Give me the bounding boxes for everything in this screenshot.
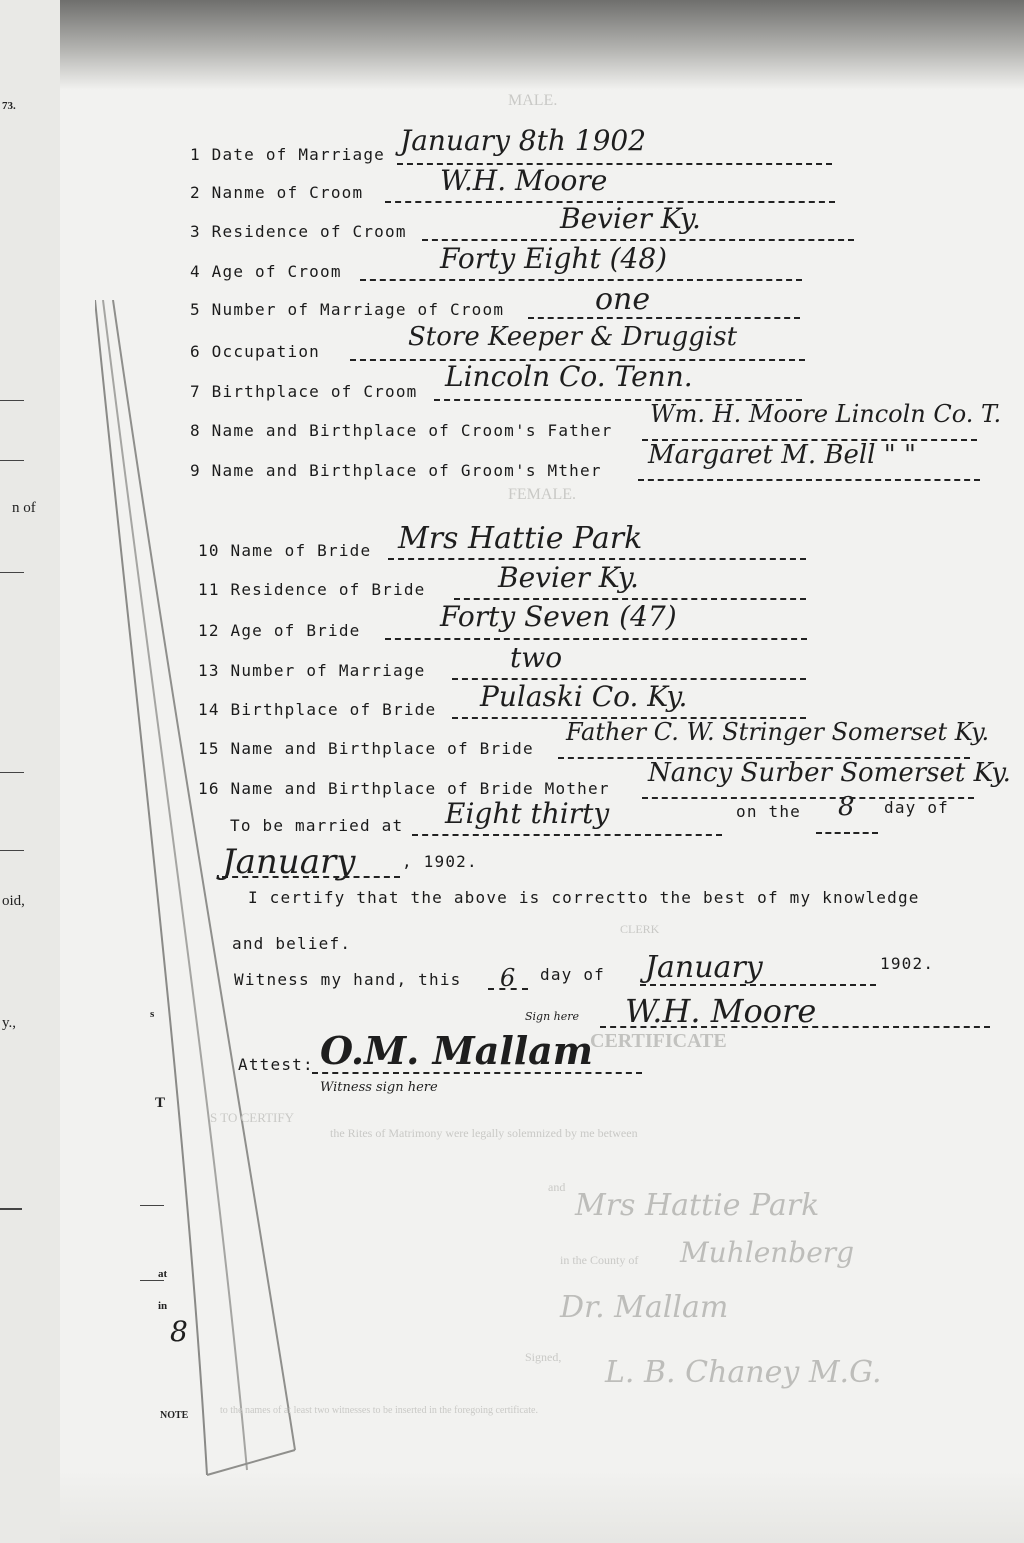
field-value-bride-marriage-number: two (510, 641, 563, 674)
gutter-fragment: s (150, 1008, 155, 1020)
gutter-fragment: T (155, 1095, 166, 1111)
certify-statement-end: and belief. (232, 934, 352, 953)
ghost-text: to the names of at least two witnesses to be inserted in the foregoing certificate. (220, 1405, 538, 1416)
field-label-bride-residence: 11 Residence of Bride (198, 580, 426, 599)
fill-line (388, 558, 806, 560)
field-label-bride-marriage-number: 13 Number of Marriage (198, 661, 426, 680)
field-value-groom-father: Wm. H. Moore Lincoln Co. T. (650, 400, 1002, 428)
page-top-shadow (60, 0, 1024, 90)
field-label-groom-birthplace: 7 Birthplace of Croom (190, 382, 418, 401)
fill-line (412, 834, 722, 836)
gutter-fragment: in (158, 1300, 168, 1312)
year-text: , 1902. (402, 852, 478, 871)
ghost-text: CLERK (620, 922, 660, 936)
gutter-fragment: at (158, 1268, 168, 1280)
ghost-text: MALE. (508, 92, 558, 109)
page-number: 73. (2, 100, 16, 112)
ghost-text: and (548, 1180, 566, 1194)
ghost-handwriting: Dr. Mallam (560, 1290, 729, 1325)
ghost-text: Signed, (525, 1350, 562, 1364)
fill-line (360, 279, 802, 281)
groom-signature: W.H. Moore (625, 992, 817, 1030)
field-label-occupation: 6 Occupation (190, 342, 320, 361)
witness-day-of-label: day of (540, 965, 605, 984)
field-label-groom-marriage-number: 5 Number of Marriage of Croom (190, 300, 505, 319)
on-the-label: on the (736, 802, 801, 821)
margin-rule (0, 572, 24, 573)
field-value-bride-birthplace: Pulaski Co. Ky. (480, 680, 688, 713)
ghost-handwriting: Muhlenberg (680, 1236, 855, 1269)
margin-rule (0, 850, 24, 851)
field-value-date-of-marriage: January 8th 1902 (400, 124, 647, 157)
field-value-bride-age: Forty Seven (47) (440, 600, 677, 633)
fill-line (422, 239, 854, 241)
field-value-groom-residence: Bevier Ky. (560, 202, 701, 235)
gutter-handwritten: 8 (170, 1315, 188, 1348)
witness-label: Witness my hand, this (234, 970, 462, 989)
margin-rule (0, 400, 24, 401)
field-value-bride-residence: Bevier Ky. (498, 561, 639, 594)
margin-fragment: y., (2, 1015, 17, 1031)
margin-rule (0, 460, 24, 461)
field-label-groom-father: 8 Name and Birthplace of Croom's Father (190, 421, 613, 440)
fill-line (816, 832, 878, 834)
field-value-groom-age: Forty Eight (48) (440, 242, 668, 275)
ghost-text: CERTIFICATE (590, 1030, 727, 1052)
witness-month: January (645, 950, 763, 985)
margin-fragment: n of (12, 500, 36, 516)
certify-statement: I certify that the above is correctto the best of my knowledge (248, 888, 920, 907)
field-value-groom-marriage-number: one (595, 282, 651, 317)
ghost-text: the Rites of Matrimony were legally solemnized by me between (330, 1126, 638, 1140)
margin-rule (0, 1208, 22, 1210)
field-value-groom-mother: Margaret M. Bell " " (648, 440, 916, 470)
field-value-occupation: Store Keeper & Druggist (408, 322, 738, 352)
field-label-bride-mother: 16 Name and Birthplace of Bride Mother (198, 779, 610, 798)
sign-here-note: Sign here (525, 1010, 580, 1023)
month-value: January (222, 842, 356, 882)
witness-year: 1902. (880, 954, 935, 973)
field-value-groom-name: W.H. Moore (440, 164, 608, 197)
field-label-groom-age: 4 Age of Croom (190, 262, 342, 281)
field-label-bride-father: 15 Name and Birthplace of Bride (198, 739, 534, 758)
ghost-handwriting: L. B. Chaney M.G. (605, 1355, 882, 1390)
witness-sign-note: Witness sign here (320, 1080, 438, 1095)
field-label-bride-age: 12 Age of Bride (198, 621, 361, 640)
field-value-groom-birthplace: Lincoln Co. Tenn. (445, 360, 693, 393)
attest-label: Attest: (238, 1055, 314, 1074)
field-label-bride-birthplace: 14 Birthplace of Bride (198, 700, 437, 719)
married-at-label: To be married at (230, 816, 404, 835)
fill-line (638, 479, 980, 481)
margin-fragment: oid, (2, 893, 25, 909)
day-value: 8 (838, 792, 855, 822)
married-at-value: Eight thirty (445, 797, 610, 830)
gutter-fragment: NOTE (160, 1410, 189, 1421)
day-of-label: day of (884, 798, 949, 817)
field-label-bride-name: 10 Name of Bride (198, 541, 372, 560)
field-value-bride-mother: Nancy Surber Somerset Ky. (648, 758, 1011, 788)
field-value-bride-father: Father C. W. Stringer Somerset Ky. (566, 718, 990, 746)
field-label-groom-mother: 9 Name and Birthplace of Groom's Mther (190, 461, 602, 480)
ghost-text: in the County of (560, 1253, 639, 1267)
adjacent-page-strip (0, 0, 61, 1543)
ghost-text: FEMALE. (508, 486, 576, 503)
witness-day: 6 (500, 964, 516, 992)
field-label-groom-name: 2 Nanme of Croom (190, 183, 364, 202)
field-value-bride-name: Mrs Hattie Park (398, 521, 643, 556)
attest-signature: O.M. Mallam (320, 1028, 594, 1073)
ghost-handwriting: Mrs Hattie Park (575, 1188, 820, 1223)
field-label-date-of-marriage: 1 Date of Marriage (190, 145, 385, 164)
fill-line (528, 317, 800, 319)
field-label-groom-residence: 3 Residence of Croom (190, 222, 407, 241)
ghost-text: S TO CERTIFY (210, 1110, 294, 1125)
margin-rule (0, 772, 24, 773)
fill-line (385, 638, 807, 640)
